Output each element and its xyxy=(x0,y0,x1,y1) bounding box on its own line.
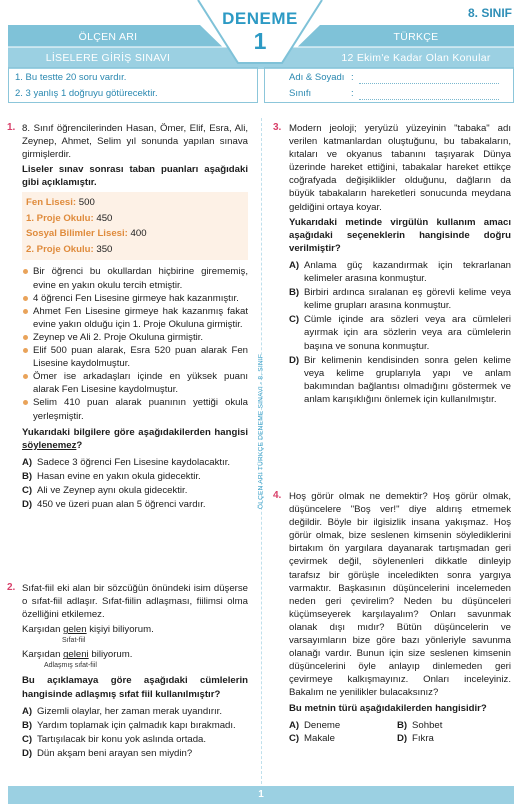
q1-bullets xyxy=(22,265,248,422)
q2-intro: Sıfat-fiil eki alan bir sözcüğün önündeki isim düşerse o sıfat-fiil adlaşır. Sıfat-fiilin adlaşması, fiilimsi olma özelliğini etkilemez. xyxy=(22,583,248,621)
name-field[interactable] xyxy=(359,83,499,84)
publisher-label: ÖLÇEN ARI xyxy=(78,31,138,43)
q3-option-b[interactable]: B) Birbiri ardınca sıralanan eş görevli kelime veya kelime grupları arasına konmuştur. xyxy=(289,287,511,312)
q2-option-a[interactable]: A) Gizemli olaylar, her zaman merak uyandırır. xyxy=(22,705,223,717)
q4-options-row-2 xyxy=(289,732,511,745)
score-row: 1. Proje Okulu: 450 xyxy=(26,212,113,224)
deneme-badge xyxy=(200,0,320,64)
side-label xyxy=(254,300,268,570)
q1-option-b[interactable]: B) Hasan evine en yakın okula gidecektir. xyxy=(22,470,201,482)
q3-option-a[interactable]: A) Anlama güç kazandırmak için tekrarlanan kelimeler arasına konmuştur. xyxy=(289,259,511,285)
bullet-item: Zeynep ve Ali 2. Proje Okuluna girmiştir. xyxy=(22,331,248,344)
bullet-item: Bir öğrenci bu okullardan hiçbirine girememiş, evine en yakın okulu tercih etmiştir. xyxy=(22,265,248,291)
q4-options-row-1 xyxy=(289,719,511,732)
question-2 xyxy=(22,582,248,761)
q2-option-d[interactable]: D) Dün akşam beni arayan sen miydin? xyxy=(22,747,193,759)
q1-option-d[interactable]: D) 450 ve üzeri puan alan 5 öğrenci vardır. xyxy=(22,499,206,511)
q1-intro: 8. Sınıf öğrencilerinden Hasan, Ömer, Elif, Esra, Ali, Zeynep, Ahmet, Selim yıl sonunda yapılan sınava girmişlerdir. xyxy=(22,123,248,161)
q2-option-b[interactable]: B) Yardım toplamak için çalmadık kapı bırakmadı. xyxy=(22,719,236,731)
topics-label: 12 Ekim'e Kadar Olan Konular xyxy=(341,52,491,64)
deneme-number: 1 xyxy=(253,28,267,54)
score-table xyxy=(22,192,248,260)
q4-option-d[interactable]: D) Fıkra xyxy=(397,732,434,744)
bullet-item: Selim 410 puan alarak puanının yettiği okula yerleşmiştir. xyxy=(22,396,248,422)
deneme-title: DENEME xyxy=(222,9,298,28)
page-number: 1 xyxy=(8,786,514,804)
q2-example-1-note: Sıfat-fiil xyxy=(62,637,86,645)
q1-lead: Liseler sınav sonrası taban puanları aşağıdaki gibi açıklamıştır. xyxy=(22,164,248,189)
class-colon: : xyxy=(351,88,354,99)
q4-option-b[interactable]: B) Sohbet xyxy=(397,719,443,731)
exam-type-label: LİSELERE GİRİŞ SINAVI xyxy=(45,52,171,64)
q1-option-a[interactable]: A) Sadece 3 öğrenci Fen Lisesine kaydolacaktır. xyxy=(22,456,231,468)
bullet-item: Ömer ise arkadaşları içinde en yüksek puanı alarak Fen Lisesine kaydolmuştur. xyxy=(22,370,248,396)
bullet-item: Elif 500 puan alarak, Esra 520 puan alarak Fen Lisesine kaydolmuştur. xyxy=(22,344,248,370)
question-1-number: 1. xyxy=(7,122,16,133)
grade-label: 8. SINIF xyxy=(467,6,512,20)
q4-option-a[interactable]: A) Deneme xyxy=(289,719,341,731)
q4-option-c[interactable]: C) Makale xyxy=(289,732,335,744)
side-label-text: ÖLÇEN ARI TÜRKÇE DENEME SINAVI - 8. SINIF xyxy=(257,353,265,510)
class-label: Sınıfı xyxy=(289,88,312,99)
q3-option-c[interactable]: C) Cümle içinde ara sözleri veya ara cümleleri ayırmak için ara sözlerin veya ara cümlelerin başına ve sonuna konmuştur. xyxy=(289,314,511,352)
question-4 xyxy=(289,490,511,745)
subject-label: TÜRKÇE xyxy=(393,31,439,43)
question-3 xyxy=(289,122,511,407)
class-field[interactable] xyxy=(359,99,499,100)
name-label: Adı & Soyadı xyxy=(289,72,345,83)
question-2-number: 2. xyxy=(7,582,16,593)
question-1 xyxy=(22,122,248,512)
q4-intro: Hoş görür olmak ne demektir? Hoş görür olmak, düşüncelere "Boş ver!" diye aldırış etmemek değildir. Böyle bir ilgisizlik insana yakışmaz. Hoş görür olmak, bize seslenen kimsenin söylediklerini birtakım ön yargılara dayanarak tartışmadan geri çevirmek değil, söylenenleri dikkatle dinleyip tarafsız bir görüşle inceledikten sonra yargıya varmaktır. Başkasının düşüncelerini incelemeden neden geri çevirelim? Neden bu düşünceleri küçümseyerek karşılayalım? Onları savunmak olanak dışı mıdır? Bütün düşüncelerin ve varsayımların bize göre bazı yönleriyle savunma olanağı vardır. Bunun için size seslenen kimsenin düşüncelerini öyle anlayıp dinlemeden geri çevirmeye kalkışmayınız. Onları inceleyiniz. Bakalım ne yenilikler bulacaksınız? xyxy=(289,491,511,699)
name-colon: : xyxy=(351,72,354,83)
rule-1: 1. Bu testte 20 soru vardır. xyxy=(15,72,127,83)
rules-box xyxy=(8,67,258,103)
score-row: 2. Proje Okulu: 350 xyxy=(26,243,113,255)
q1-option-c[interactable]: C) Ali ve Zeynep aynı okula gidecektir. xyxy=(22,484,188,496)
score-row: Sosyal Bilimler Lisesi: 400 xyxy=(26,228,147,240)
q2-option-c[interactable]: C) Tartışılacak bir konu yok aslında ortada. xyxy=(22,733,207,745)
bullet-item: Ahmet Fen Lisesine girmeye hak kazanmış fakat evine yakın olduğu için 1. Proje Okuluna girmiştir. xyxy=(22,305,248,331)
q3-option-d[interactable]: D) Bir kelimenin kendisinden sonra gelen kelime veya kelime gruplarıyla yapı ve anlam bakımından bağlantısı olmadığını göstermek ve anlam karışıklığını önlemek için kullanılmıştır. xyxy=(289,354,511,405)
q3-question: Yukarıdaki metinde virgülün kullanım amacı aşağıdaki seçeneklerin hangisinde doğru verilmiştir? xyxy=(289,216,511,254)
score-row: Fen Lisesi: 500 xyxy=(26,197,95,209)
rule-2: 2. 3 yanlış 1 doğruyu götürecektir. xyxy=(15,88,158,99)
q2-question: Bu açıklamaya göre aşağıdaki cümlelerin hangisinde adlaşmış sıfat fiil kullanılmıştır? xyxy=(22,675,248,700)
question-3-number: 3. xyxy=(273,122,282,133)
q2-example-2-note: Adlaşmış sıfat-fiil xyxy=(44,662,97,670)
bullet-item: 4 öğrenci Fen Lisesine girmeye hak kazanmıştır. xyxy=(22,292,248,305)
q1-question: Yukarıdaki bilgilere göre aşağıdakilerden hangisi söylenemez? xyxy=(22,426,248,451)
q3-intro: Modern jeoloji; yeryüzü yüzeyinin "tabaka" adı verilen katmanlardan oluştuğunu, bu tabakaların, kıtaları ve okyanus tabanını taşıyarak Dünya üzerinde hareket ettiğini, tabakalar hareket ettikçe coğrafyada değişiklikler olduğunu, dağların da büyük tabakaların hareketleri sonucunda meydana geldiğini ortaya koyar. xyxy=(289,123,511,213)
student-info-box xyxy=(264,67,514,103)
q2-example-1: Karşıdan gelen kişiyi biliyorum. xyxy=(22,624,154,636)
q2-example-2: Karşıdan geleni biliyorum. xyxy=(22,649,133,661)
question-4-number: 4. xyxy=(273,490,282,501)
q4-question: Bu metnin türü aşağıdakilerden hangisidir? xyxy=(289,702,487,714)
